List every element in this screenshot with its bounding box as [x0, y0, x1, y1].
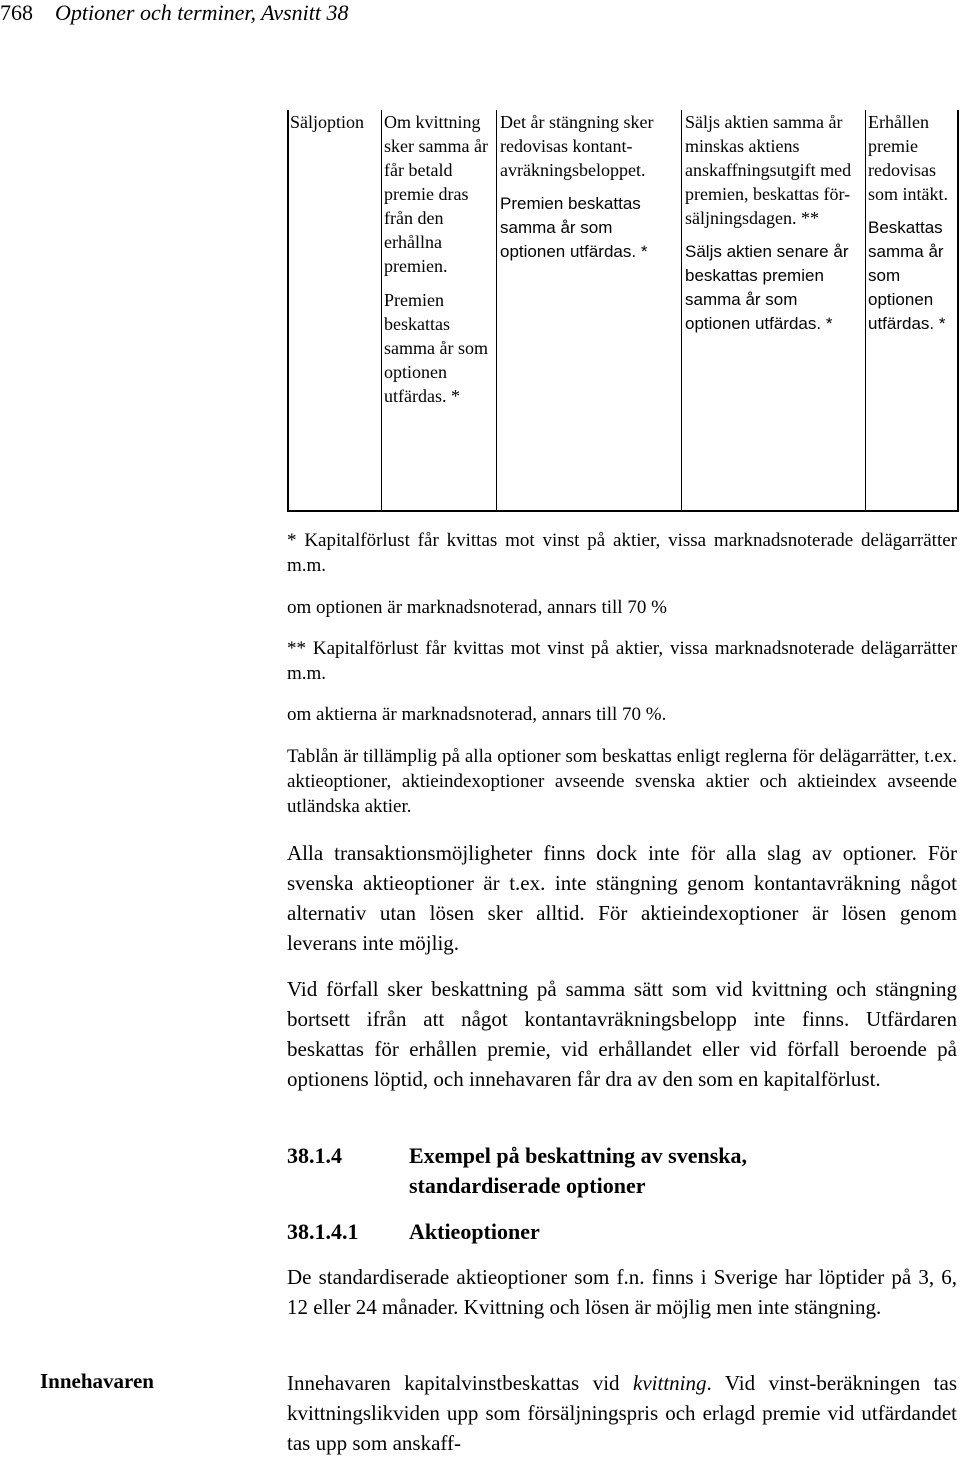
emphasis: kvittning	[633, 1371, 707, 1395]
footnote-1: * Kapitalförlust får kvittas mot vinst på aktier, vissa marknadsnoterade delägarrätter m.m.	[287, 530, 957, 576]
footnote-2-cont: om aktierna är marknadsnoterad, annars till 70 %.	[287, 704, 667, 725]
page-number: 768	[0, 0, 33, 25]
footnote-2: ** Kapitalförlust får kvittas mot vinst på aktier, vissa marknadsnoterade delägarrätter m.m.	[287, 638, 957, 684]
section-number: 38.1.4	[287, 1143, 342, 1168]
table-col-option-type	[289, 110, 381, 510]
section-heading-38-1-4	[287, 1141, 747, 1201]
paragraph-holder: Innehavaren kapitalvinstbeskattas vid kvittning. Vid vinst-beräkningen tas kvittningslikviden upp som försäljningspris och erlagd premie vid utfärdandet tas upp som anskaff-	[287, 1371, 957, 1455]
table-cell-text: Erhållen premie redovisas som intäkt.	[868, 112, 948, 204]
table-cell-text: Premien beskattas samma år som optionen utfärdas. *	[384, 290, 488, 406]
running-title: Optioner och terminer, Avsnitt 38	[55, 0, 349, 25]
section-title: Exempel på beskattning av svenska,	[409, 1143, 748, 1168]
paragraph-transactions: Alla transaktionsmöjligheter finns dock inte för alla slag av optioner. För svenska aktieoptioner är t.ex. inte stängning genom kontantavräkning något alternativ utan lösen sker alltid. För aktieindexoptioner är lösen genom leverans inte möjlig.	[287, 841, 957, 955]
section-title-line2: standardiserade optioner	[409, 1173, 646, 1198]
table-note: Tablån är tillämplig på alla optioner som beskattas enligt reglerna för delägarrätter, t.ex. aktieoptioner, aktieindexoptioner avseende svenska aktier och aktieindex avseende utländska aktier.	[287, 746, 957, 817]
tax-table	[287, 110, 959, 512]
table-col-forfall	[865, 110, 957, 510]
table-cell-text: Beskattas samma år som optionen utfärdas. *	[868, 218, 946, 333]
footnote-1-cont: om optionen är marknadsnoterad, annars till 70 %	[287, 597, 667, 618]
section-heading-38-1-4-1	[287, 1217, 540, 1247]
table-cell-text: Premien beskattas samma år som optionen utfärdas. *	[500, 194, 648, 261]
margin-label: Innehavaren	[40, 1369, 154, 1393]
paragraph-expiry: Vid förfall sker beskattning på samma sätt som vid kvittning och stängning bortsett ifrån att något kontantavräkningsbelopp inte finns. Utfärdaren beskattas för erhållen premie, vid erhållandet eller vid förfall beroende på optionens löptid, och innehavaren får dra av den som en kapitalförlust.	[287, 977, 957, 1091]
row-label: Säljoption	[290, 112, 365, 132]
table-col-kvittning	[381, 110, 496, 510]
table-col-losen	[681, 110, 865, 510]
paragraph-standard-options: De standardiserade aktieoptioner som f.n. finns i Sverige har löptider på 3, 6, 12 eller 24 månader. Kvittning och lösen är möjlig men inte stängning.	[287, 1265, 957, 1319]
table-cell-text: Säljs aktien senare år beskattas premien samma år som optionen utfärdas. *	[685, 242, 849, 333]
section-number: 38.1.4.1	[287, 1219, 359, 1244]
table-col-stangning	[496, 110, 681, 510]
table-cell-text: Det år stängning sker redovisas kontant-avräkningsbeloppet.	[500, 112, 654, 180]
table-cell-text: Om kvittning sker samma år får betald premie dras från den erhållna premien.	[384, 112, 488, 276]
section-title: Aktieoptioner	[409, 1219, 540, 1244]
page-header	[0, 0, 349, 26]
table-cell-text: Säljs aktien samma år minskas aktiens anskaffningsutgift med premien, beskattas för-säljningsdagen. **	[685, 112, 852, 228]
